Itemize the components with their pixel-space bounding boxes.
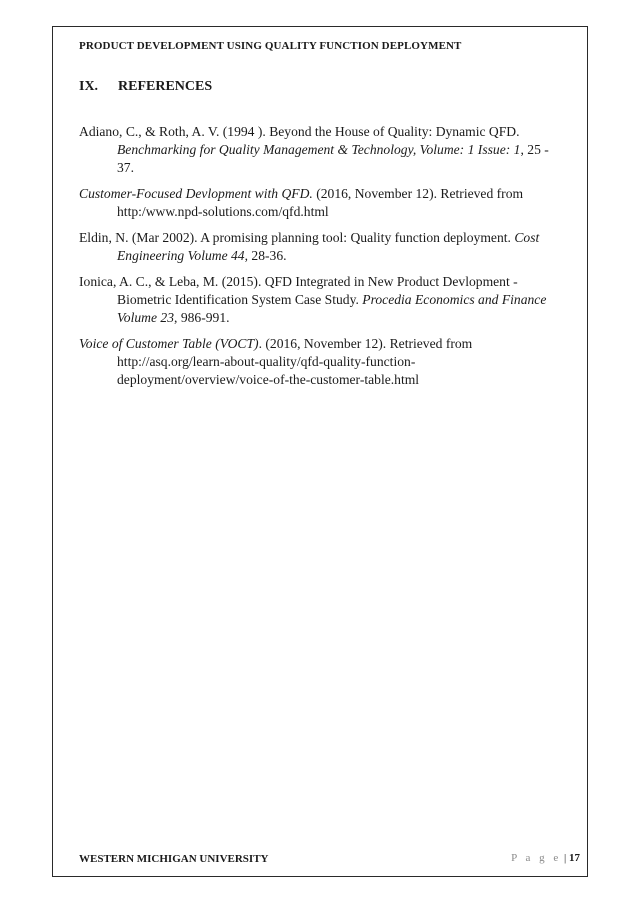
- footer-university: WESTERN MICHIGAN UNIVERSITY: [79, 853, 269, 865]
- reference-journal: Benchmarking for Quality Management & Technology, Volume: 1 Issue: 1: [117, 141, 521, 157]
- section-title: REFERENCES: [118, 79, 213, 94]
- reference-title: Voice of Customer Table (VOCT): [79, 335, 259, 351]
- running-header: PRODUCT DEVELOPMENT USING QUALITY FUNCTION DEPLOYMENT: [79, 40, 462, 52]
- reference-authors: Eldin, N. (Mar 2002). A promising planning tool: Quality function deployment.: [79, 229, 515, 245]
- page-number: 17: [569, 852, 580, 864]
- reference-item: [79, 229, 561, 265]
- section-number: IX.: [79, 79, 99, 94]
- reference-list: [79, 123, 561, 397]
- reference-tail: , 986-991.: [174, 309, 230, 325]
- reference-rest: (2016, November 12). Retrieved from http:/www.npd-solutions.com/qfd.html: [117, 185, 524, 219]
- reference-tail: , 28-36.: [244, 247, 287, 263]
- footer-page-number: [511, 852, 580, 864]
- reference-item: [79, 273, 561, 326]
- reference-item: [79, 185, 561, 221]
- reference-rest: . (2016, November 12). Retrieved from http://asq.org/learn-about-quality/qfd-quality-function-deployment/overview/voice-of-the-customer-table.html: [117, 335, 473, 387]
- reference-item: [79, 123, 561, 176]
- reference-tail: , 25 - 37.: [117, 141, 549, 175]
- reference-authors: Adiano, C., & Roth, A. V. (1994 ). Beyond the House of Quality: Dynamic QFD.: [79, 124, 520, 139]
- reference-title: Customer-Focused Devlopment with QFD.: [79, 185, 313, 201]
- reference-item: [79, 335, 561, 388]
- reference-authors: Ionica, A. C., & Leba, M. (2015). QFD Integrated in New Product Devlopment - Biometric Identification System Case Study.: [79, 274, 518, 307]
- page-separator: |: [561, 852, 569, 864]
- reference-journal: Procedia Economics and Finance Volume 23: [117, 291, 547, 325]
- reference-journal: Cost Engineering Volume 44: [117, 229, 540, 263]
- page-label: P a g e: [511, 852, 562, 864]
- section-heading: [79, 79, 212, 95]
